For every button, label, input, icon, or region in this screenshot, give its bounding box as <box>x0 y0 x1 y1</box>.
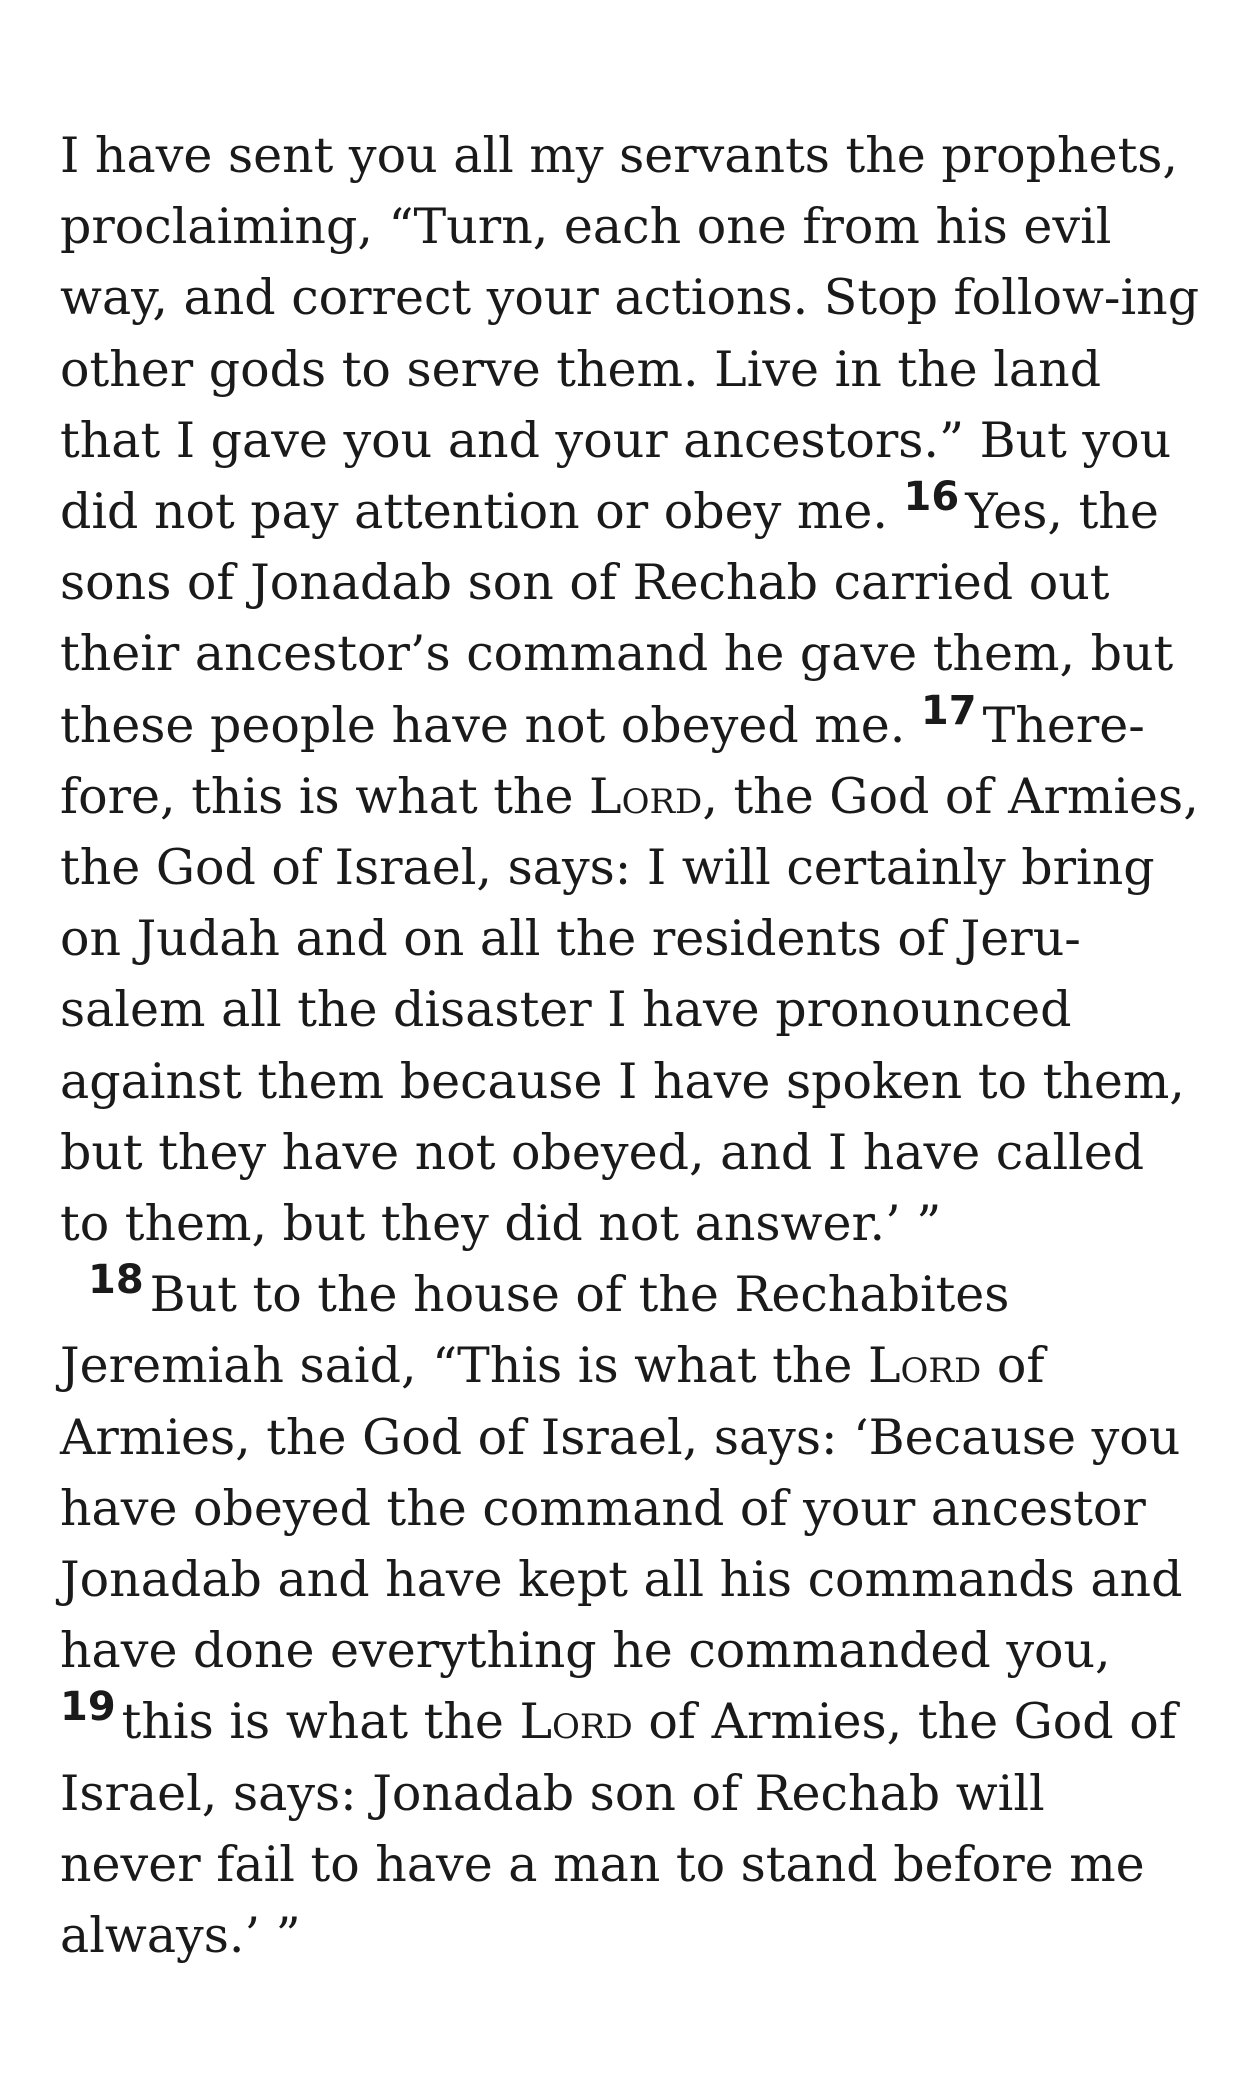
verse-number-18[interactable]: 18 <box>88 1257 144 1304</box>
paragraph <box>60 1259 1200 1971</box>
paragraph <box>60 120 1200 1259</box>
verse-number-17[interactable]: 17 <box>920 687 977 734</box>
verse-text: of Armies, the God of Israel, says: ‘Because you have obeyed the command of your ancestor Jonadab and have kept all his commands and have done everything he commanded you, <box>60 1337 1183 1680</box>
reading-pane[interactable] <box>60 120 1200 1971</box>
divine-name: Lord <box>589 767 703 825</box>
verse-number-19[interactable]: 19 <box>60 1684 116 1731</box>
verse-text: , the God of Armies, the God of Israel, says: I will certainly bring on Judah and on all the residents of Jeru-salem all the disaster I have pronounced against them because I have spoken to them, but they have not obeyed, and I have called to them, but they did not answer.’ ” <box>60 767 1199 1253</box>
verse-text: But to the house of the Rechabites Jeremiah said, “This is what the <box>60 1266 1010 1395</box>
verse-text: I have sent you all my servants the prophets, proclaiming, “Turn, each one from his evil way, and correct your actions. Stop follow-ing other gods to serve them. Live in the land that I gave you and your ancestors.” But you did not pay attention or obey me. <box>60 127 1200 541</box>
verse-text: this is what the <box>121 1693 520 1751</box>
divine-name: Lord <box>519 1693 633 1751</box>
verse-text: of Armies, the God of Israel, says: Jonadab son of Rechab will never fail to have a man to stand before me always.’ ” <box>60 1693 1177 1965</box>
verse-text: Yes, the sons of Jonadab son of Rechab carried out their ancestor’s command he gave them, but these people have not obeyed me. <box>60 483 1174 754</box>
divine-name: Lord <box>867 1337 982 1395</box>
verse-number-16[interactable]: 16 <box>903 474 960 521</box>
verse-text: There-fore, this is what the <box>60 696 1145 825</box>
